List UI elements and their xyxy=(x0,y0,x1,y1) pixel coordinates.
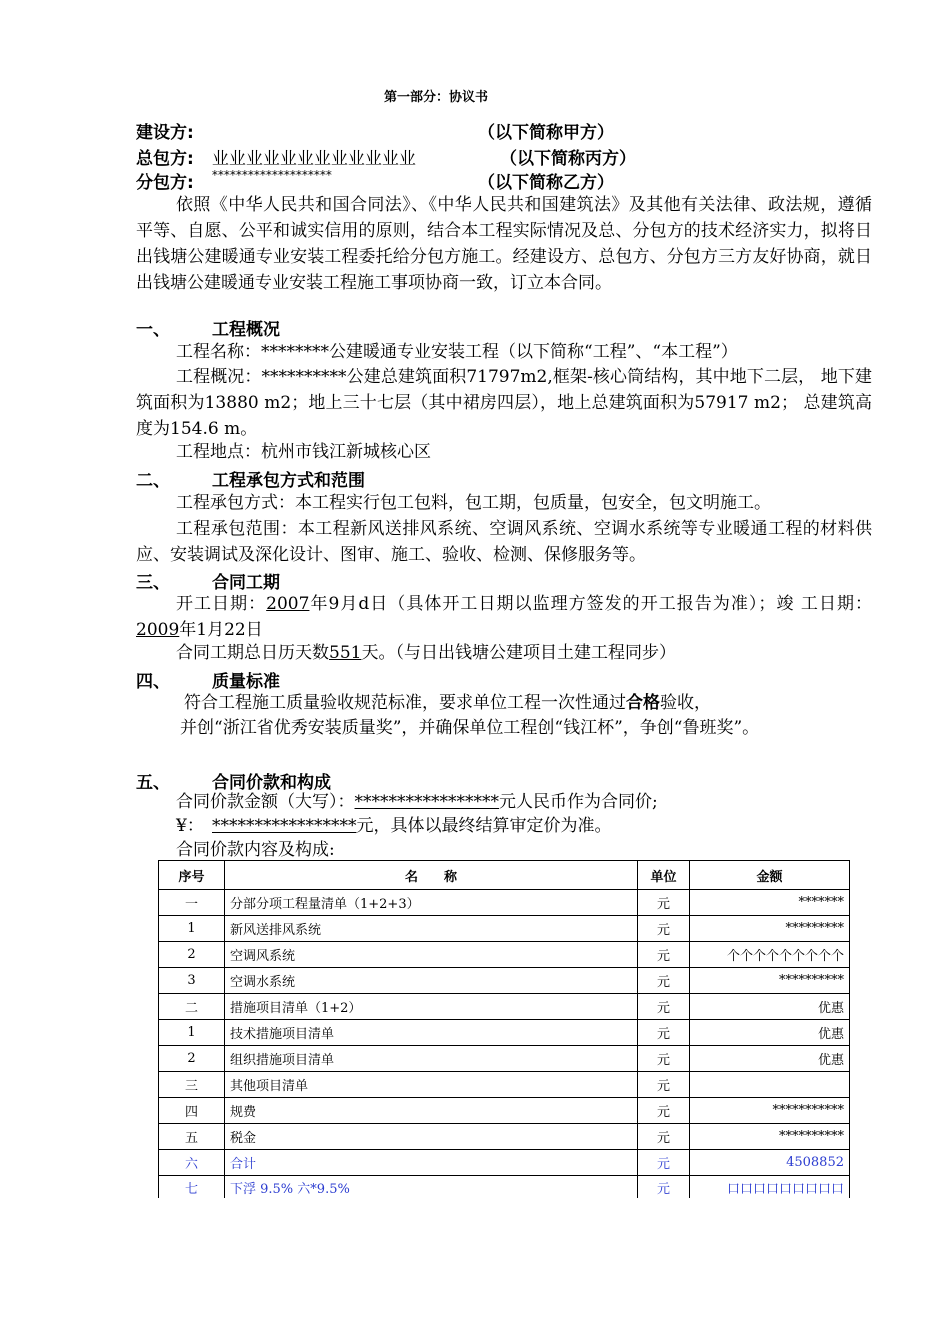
page-title: 第一部分：协议书 xyxy=(384,90,489,105)
cell-name: 空调风系统 xyxy=(225,942,638,968)
cell-unit: 元 xyxy=(638,916,690,942)
total-duration: 合同工期总日历天数551天。（与日出钱塘公建项目土建工程同步） xyxy=(176,643,676,663)
party-client-note: （以下简称甲方） xyxy=(478,123,614,143)
contract-mode: 工程承包方式：本工程实行包工包料，包工期，包质量，包安全，包文明施工。 xyxy=(176,493,771,513)
price-breakdown-table xyxy=(158,860,850,1198)
section-5-heading: 五、 合同价款和构成 xyxy=(136,773,331,793)
construction-dates: 开工日期：2007年9月d日（具体开工日期以监理方签发的开工报告为准）；竣 工日期：2009年1月22日 xyxy=(136,594,872,640)
cell-amount: 个个个个个个个个个 xyxy=(690,942,850,968)
cell-unit: 元 xyxy=(638,1098,690,1124)
contract-scope: 工程承包范围：本工程新风送排风系统、空调风系统、空调水系统等专业暖通工程的材料供应、安装调试及深化设计、图审、施工、验收、检测、保修服务等。 xyxy=(136,519,872,565)
quality-line-1: 符合工程施工质量验收规范标准，要求单位工程一次性通过合格验收， xyxy=(184,693,711,713)
table-row xyxy=(159,890,850,916)
cell-unit: 元 xyxy=(638,1124,690,1150)
cell-amount: 优惠 xyxy=(690,994,850,1020)
party-general-contractor-note: （以下简称丙方） xyxy=(500,149,636,169)
cell-unit: 元 xyxy=(638,968,690,994)
cell-index: 1 xyxy=(159,1020,225,1046)
amount-uppercase: 合同价款金额（大写）：*****************元人民币作为合同价; xyxy=(176,792,658,812)
cell-name: 规费 xyxy=(225,1098,638,1124)
intro-paragraph: 依照《中华人民共和国合同法》、《中华人民共和国建筑法》及其他有关法律、政法规，遵循平等、自愿、公平和诚实信用的原则，结合本工程实际情况及总、分包方的技术经济实力，拟将日出钱塘公建暖通专业安装工程委托给分包方施工。经建设方、总包方、分包方三方友好协商，就日出钱塘公建暖通专业安装工程施工事项协商一致，订立本合同。 xyxy=(136,195,872,293)
table-row xyxy=(159,1150,850,1176)
table-row xyxy=(159,1072,850,1098)
cell-index: 二 xyxy=(159,994,225,1020)
cell-amount: ********* xyxy=(690,916,850,942)
cell-amount: ********** xyxy=(690,1124,850,1150)
cell-name: 其他项目清单 xyxy=(225,1072,638,1098)
cell-amount: 优惠 xyxy=(690,1046,850,1072)
cell-name: 合计 xyxy=(225,1150,638,1176)
cell-name: 措施项目清单（1+2） xyxy=(225,994,638,1020)
section-2-heading: 二、 工程承包方式和范围 xyxy=(136,471,365,491)
amount-numeric: ¥： *****************元，具体以最终结算审定价为准。 xyxy=(176,816,612,836)
header-unit: 单位 xyxy=(638,861,690,890)
party-subcontractor: 分包方: ******************** xyxy=(136,168,332,193)
party-subcontractor-note: （以下简称乙方） xyxy=(478,173,614,193)
project-location: 工程地点：杭州市钱江新城核心区 xyxy=(176,442,431,462)
cell-index: 七 xyxy=(159,1176,225,1199)
quality-line-2: 并创“浙江省优秀安装质量奖”，并确保单位工程创“钱江杯”，争创“鲁班奖”。 xyxy=(180,718,760,738)
cell-unit: 元 xyxy=(638,994,690,1020)
cell-amount: 优惠 xyxy=(690,1020,850,1046)
header-amount: 金额 xyxy=(690,861,850,890)
table-row xyxy=(159,916,850,942)
cell-unit: 元 xyxy=(638,1150,690,1176)
cell-index: 五 xyxy=(159,1124,225,1150)
cell-name: 技术措施项目清单 xyxy=(225,1020,638,1046)
cell-amount: 口口口口口口口口口 xyxy=(690,1176,850,1199)
project-name: 工程名称：********公建暖通专业安装工程（以下简称“工程”、“本工程”） xyxy=(176,342,738,362)
table-header-row xyxy=(159,861,850,890)
cell-unit: 元 xyxy=(638,1072,690,1098)
cell-index: 1 xyxy=(159,916,225,942)
cell-unit: 元 xyxy=(638,1176,690,1199)
cell-name: 分部分项工程量清单（1+2+3） xyxy=(225,890,638,916)
cell-amount xyxy=(690,1072,850,1098)
cell-amount: *********** xyxy=(690,1098,850,1124)
party-general-contractor: 总包方: 业业业业业业业业业业业业 xyxy=(136,149,416,169)
cell-unit: 元 xyxy=(638,942,690,968)
table-row xyxy=(159,1124,850,1150)
cell-name: 下浮 9.5% 六*9.5% xyxy=(225,1176,638,1199)
cell-unit: 元 xyxy=(638,890,690,916)
cell-amount: 4508852 xyxy=(690,1150,850,1176)
party-client: 建设方: xyxy=(136,123,194,143)
cell-name: 新风送排风系统 xyxy=(225,916,638,942)
cell-amount: ******* xyxy=(690,890,850,916)
section-1-heading: 一、 工程概况 xyxy=(136,320,280,340)
cell-unit: 元 xyxy=(638,1046,690,1072)
table-row xyxy=(159,968,850,994)
table-row xyxy=(159,1098,850,1124)
table-row xyxy=(159,1020,850,1046)
cell-name: 组织措施项目清单 xyxy=(225,1046,638,1072)
table-row xyxy=(159,1046,850,1072)
cell-index: 一 xyxy=(159,890,225,916)
cell-index: 四 xyxy=(159,1098,225,1124)
cell-index: 三 xyxy=(159,1072,225,1098)
cell-index: 2 xyxy=(159,942,225,968)
table-row xyxy=(159,994,850,1020)
table-caption: 合同价款内容及构成: xyxy=(176,840,335,860)
cell-index: 3 xyxy=(159,968,225,994)
cell-index: 2 xyxy=(159,1046,225,1072)
cell-unit: 元 xyxy=(638,1020,690,1046)
header-name: 名 称 xyxy=(225,861,638,890)
table-row xyxy=(159,1176,850,1199)
cell-name: 税金 xyxy=(225,1124,638,1150)
cell-name: 空调水系统 xyxy=(225,968,638,994)
table-row xyxy=(159,942,850,968)
section-3-heading: 三、 合同工期 xyxy=(136,573,280,593)
header-index: 序号 xyxy=(159,861,225,890)
cell-amount: ********** xyxy=(690,968,850,994)
project-overview: 工程概况：**********公建总建筑面积71797m2,框架-核心筒结构，其中地下二层， 地下建筑面积为13880 m2；地上三十七层（其中裙房四层），地上总建筑面积为57917 m2； 总建筑高度为154.6 m。 xyxy=(136,367,872,439)
cell-index: 六 xyxy=(159,1150,225,1176)
section-4-heading: 四、 质量标准 xyxy=(136,672,280,692)
